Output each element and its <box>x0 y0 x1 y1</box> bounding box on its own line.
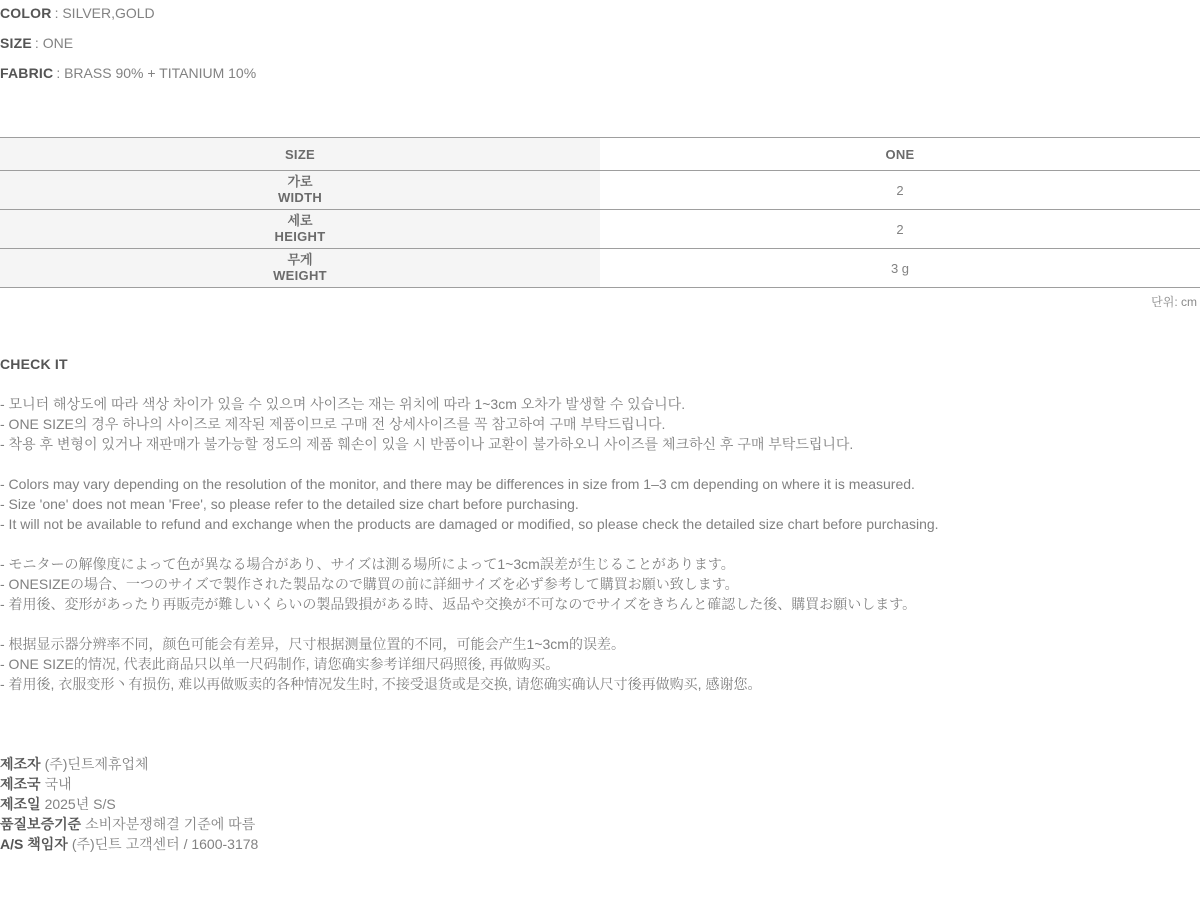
maker-row-as-contact <box>0 834 1200 854</box>
spec-value-fabric: : BRASS 90% + TITANIUM 10% <box>56 65 257 81</box>
notice-korean-2: - ONE SIZE의 경우 하나의 사이즈로 제작된 제품이므로 구매 전 상세사이즈를 꼭 참고하여 구매 부탁드립니다. <box>0 416 666 432</box>
row-label-height-ko: 세로 <box>287 213 313 228</box>
notice-korean-3: - 착용 후 변형이 있거나 재판매가 불가능할 정도의 제품 훼손이 있을 시 반품이나 교환이 불가하오니 사이즈를 체크하신 후 구매 부탁드립니다. <box>0 436 854 452</box>
maker-value-date: 2025년 S/S <box>44 796 116 812</box>
notice-block-chinese <box>0 634 1200 694</box>
product-specs <box>0 0 1200 83</box>
check-it-title: CHECK IT <box>0 356 68 372</box>
notice-japanese-2: - ONESIZEの場合、一つのサイズで製作された製品なので購買の前に詳細サイズを必ず参考して購買お願い致します。 <box>0 576 739 592</box>
maker-value-country: 국내 <box>44 776 72 792</box>
maker-value-manufacturer: (주)딘트제휴업체 <box>44 756 149 772</box>
maker-value-as-contact: (주)딘트 고객센터 / 1600-3178 <box>71 836 259 852</box>
spec-row-fabric <box>0 63 1200 83</box>
notice-block-korean <box>0 394 1200 454</box>
row-label-height <box>0 210 600 249</box>
notice-chinese-3: - 着用後, 衣服变形丶有损伤, 难以再做贩卖的各种情况发生时, 不接受退货或是交换, 请您确实确认尺寸後再做购买, 感谢您。 <box>0 676 762 692</box>
maker-value-warranty: 소비자분쟁해결 기준에 따름 <box>85 816 256 832</box>
maker-label-country: 제조국 <box>0 776 41 792</box>
size-table-header-one: ONE <box>600 138 1200 171</box>
size-table <box>0 137 1200 288</box>
maker-label-manufacturer: 제조자 <box>0 756 41 772</box>
row-label-weight-en: WEIGHT <box>273 268 327 283</box>
row-label-weight <box>0 249 600 288</box>
row-value-weight: 3 g <box>890 260 910 276</box>
notice-block-english <box>0 474 1200 534</box>
notice-english-2: - Size 'one' does not mean 'Free', so please refer to the detailed size chart before purchasing. <box>0 496 579 512</box>
spec-row-size <box>0 33 1200 53</box>
maker-row-date <box>0 794 1200 814</box>
notice-chinese-1: - 根据显示器分辨率不同，颜色可能会有差异，尺寸根据测量位置的不同，可能会产生1~3cm的误差。 <box>0 636 625 652</box>
table-row-height <box>0 210 1200 249</box>
row-label-width-en: WIDTH <box>277 190 323 205</box>
row-label-weight-ko: 무게 <box>287 252 313 267</box>
row-label-height-en: HEIGHT <box>274 229 326 244</box>
notice-japanese-1: - モニターの解像度によって色が異なる場合があり、サイズは測る場所によって1~3cm誤差が生じることがあります。 <box>0 556 735 572</box>
spec-row-color <box>0 3 1200 23</box>
notice-block-japanese <box>0 554 1200 614</box>
maker-label-as-contact: A/S 책임자 <box>0 836 68 852</box>
maker-label-warranty: 품질보증기준 <box>0 816 82 832</box>
spec-label-fabric: FABRIC <box>0 65 54 81</box>
size-table-header-size: SIZE <box>0 138 600 171</box>
notice-english-3: - It will not be available to refund and exchange when the products are damaged or modified, so please check the detailed size chart before purchasing. <box>0 516 939 532</box>
size-table-header-row <box>0 138 1200 171</box>
spec-value-size: : ONE <box>34 35 74 51</box>
maker-row-warranty <box>0 814 1200 834</box>
spec-value-color: : SILVER,GOLD <box>54 5 155 21</box>
spec-label-size: SIZE <box>0 35 32 51</box>
maker-label-date: 제조일 <box>0 796 41 812</box>
maker-row-country <box>0 774 1200 794</box>
spec-label-color: COLOR <box>0 5 52 21</box>
table-row-weight <box>0 249 1200 288</box>
notice-english-1: - Colors may vary depending on the resolution of the monitor, and there may be differences in size from 1–3 cm depending on where it is measured. <box>0 476 915 492</box>
row-value-width: 2 <box>896 182 904 198</box>
notice-korean-1: - 모니터 해상도에 따라 색상 차이가 있을 수 있으며 사이즈는 재는 위치에 따라 1~3cm 오차가 발생할 수 있습니다. <box>0 396 686 412</box>
manufacturer-info <box>0 754 1200 854</box>
row-label-width <box>0 171 600 210</box>
row-value-height: 2 <box>896 221 904 237</box>
maker-row-manufacturer <box>0 754 1200 774</box>
notice-chinese-2: - ONE SIZE的情况, 代表此商品只以单一尺码制作, 请您确实参考详细尺码照後, 再做购买。 <box>0 656 560 672</box>
row-label-width-ko: 가로 <box>287 174 313 189</box>
unit-note: 단위: cm <box>1151 295 1197 309</box>
notice-japanese-3: - 着用後、変形があったり再販売が難しいくらいの製品毀損がある時、返品や交換が不可なのでサイズをきちんと確認した後、購買お願いします。 <box>0 596 917 612</box>
table-row-width <box>0 171 1200 210</box>
